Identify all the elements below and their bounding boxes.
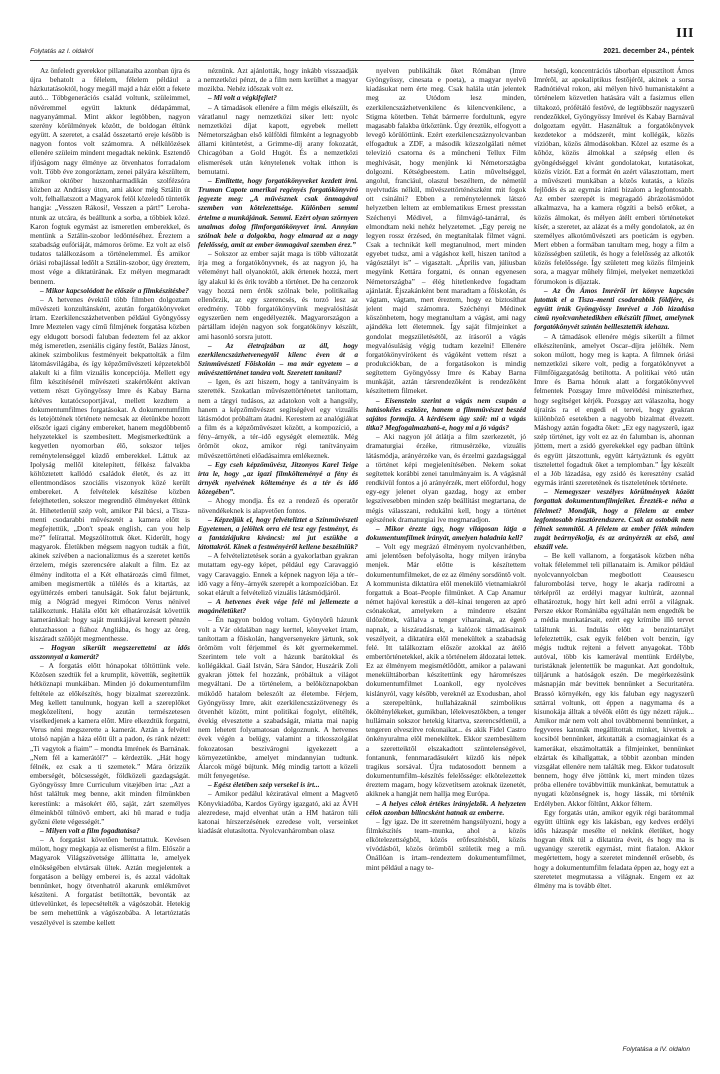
- interview-question: – Egész életében szép versekel is írt...: [208, 780, 320, 790]
- article-paragraph: – A hetvenes évektõl több filmben dolgoztam művészeti konzultánsként, azután forgatókönyveket írtam. Ezerkilencszázhetvenben például Gyöngyössy Imre Meztelen vagy című filmjének forgatása közben egy eldugott borsodi faluban fedeztem fel az akkor még ismeretlen, zseniális cigány festõt, Balázs Jánost, akinek szimbolikus festményeit bekpattolták a film látomásvilágába, és így képzőművészeti képzetekbõl alakult ki a film vizuális koncepciója. Mellett egy film készítésénél mûvészeti szakértőként aktívan vettem részt Gyöngyössy Imre és Kabay Barna kétéves kutatócsoportjával, mellett kezdtem a dokumentumfilmes forgatásokat. A dokumentumfilm és letejöttének története nemcsak az életünkbe hozott először igazi cigány embereket, hanem megdöbbentõ helyzetekkel is szembesített. Megismerkedtünk a kegyetlen nyomorban élõ, sokszor teljes reménytelenséggel küzdõ emberekkel. Láttuk az Ipolyság mellõl kitelepített, félkész falvakba költöztetett kallódó családok életét, és az itt ellentmondásos szociális viszonyok közé került embereket. A felvételek készítése közben felejthetetlen, sokszor megrendítő élményeket éltünk át. Hihetetlenül szép volt, amikor Pál bácsi, a Tisza-menti csodarabbi mûvészetét a kamera elõtt is megfejtettük, „Don't speak english, can you help me?” felírattal. Megszólítottuk õket. Kiderült, hogy magyarok. Életükben mégsem nagyon tudták a fiút, akinek szívében a nacionalizmus és a szeretet kettõs érzelem, mégis szerencsére alakult a film. Ez az élmény indította el a Két elhatározás című filmet, amiben megismertük a túlélés és a kitartás, az együttérzés emberi tanulságát. Sok falut bejártunk, míg a Nógrád megyei Rimócon Verus nénivel találkoztunk. Halála elõtt két elhatározását követtük kameránkkal: hogy saját munkájával keresett pénzén elutazhasson a fiához Angliába, és hogy az öreg, kiszáradt szõlõjét megmenthesse.: [30, 294, 190, 643]
- article-paragraph: nyelven publikálták õket Rómában (Imre Gyöngyössy, cinesata e poeta), a magyar nyelvû kiadásukat nem érte meg. Csak halála után jelentek meg az Utódom lesz minden, ezerkilencszázhetvenkilenc és kilencvenkilenc, a Stigma kötetben. Tehát bármerre fordultunk, egyre magasabb falakba ütköztünk. Úgy éreztük, elfogyott a levegõ körülöttünk. Ezért ezerkilencszáznyolcvanban elfogadtuk a ZDF, a második közszolgálati német televízió csatorna és a müncheni Tellux Film meghívását, hogy menjünk ki Németországba dolgozni. Kétségbeestem. Latin mûveltséggel, angolul, franciául, olaszul beszéltem, de németül nyelvtudás nélkül, mûvészettörténészként mit fogok ott csinálni? Ebben a reménytelennek látszó helyzetben leltem az emblematikus Ernest pressstan Széchenyi Médivel, a filmvágó-tanárral, és elmondtam neki nehéz helyzetemet. „Egy pereig ne legyen rossz érzésed, én megtanítalak filmet vágni. Csak a technikát kell megtanulnod, mert minden egyebet tudsz, ami a vágáshoz kell, hiszen tanítod a vágósztályt is” – vigasztalt. „Április van, júliusban megyünk Kettára forgatni, és onnan egyenesen Németországba” – élég hitetlenkedve fogadtam ajánlatát. Éjszakánként bent maradtam a fõiskolán, és vágtam, vágtam, mert éreztem, hogy ez biztosíthat jelent majd számomra. Széchényi Médinek köszönhetem, hogy megtanultam a vágást, ami nagy ajándéka lett életemnek. Így saját filmjeinket a gondolat megszületésétõl, az írásoról a vágás megvalósulásig végig tudtam kezelni! Ellenére forgatókönyvírókent és vágóként vettem részt a produkciókban, de a forgatásokon is mindig segítettem Gyöngyössy Imre és Kabay Barna munkáját, aztán társrendezõként is rendezõként készítettem filmeket.: [366, 66, 526, 396]
- article-paragraph: – Amikor pedálul kéziratával elment a Magvetõ Könyvkiadóba, Kardos György igazgató, aki az ÁVH alezredese, majd elvenhat után a HM határon túli katonai hírszerzésének ezredese volt, verseinket kiadását elutasította. Nyolcvanháromban olasz: [198, 789, 358, 835]
- interview-question: – Hogyan sikerült megszerettetni az idős asszonnyal a kamerát?: [30, 642, 190, 661]
- page-header: [30, 48, 694, 60]
- interview-question: – Mikor érezte úgy, hogy világosan látja a dokumentumfilmek irányát, amelyen haladnia kell?: [366, 523, 526, 542]
- interview-question: – Mi volt a végkifejlet?: [208, 93, 277, 103]
- article-paragraph: hetségû, koncentrációs táborban elpusztított Ámos Imrérõl, az apokaliptikus festõjérõl, akinek a sorsa Radnótiéval rokon, aki mélyen hívõ humanistaként a történelem közvetlen hatására vált a fasizmus ellen tiltakozó, prófétáló festõvé, de legtöbbször nagyszerû rendezõkkel, Gyöngyössy Imrével és Kabay Barnával dolgoztam együtt. Használtuk a forgatókönyvek kezdetekor a módszerét, mint kollégák, közös vízióban, közös álmodásokban. Közel az eszme és a kõhöz, közös álmokkal a szépség ellen és gyöngédséggel kívánt gondolatokat, kutatásokat, közös víziót. Ezt a formát én azért választottam, mert a mûvészeti munkában a közös kutatás, a közös fejlõdés és az egymás iránti bizalom a legfontosabb. Az ember szerepét is megragadó ábrázolásmódot alkalmazva, ha a kamera rögzíti a belsõ erõket, a közös álmokat, és mélyen átélt emberi történeteket kísér, a szeretet, az alázat és a mély gondolatok, az én személyes alkotómûvészeti ars poeticám is egyben. Mert ebben a formában tanultam meg, hogy a film a közösségben születik, és hogy a felelõsség az alkotók közös felelõssége. Így született meg közös filmjeink sora, a magyar mûhely filmjei, melyeket nemzetközi fórumokon is díjaztak.: [534, 66, 694, 286]
- interview-question: – Mikor kapcsolódott be először a filmkészítésbe?: [40, 285, 189, 295]
- article-column-4: [534, 66, 694, 1052]
- article-paragraph: néznünk. Azt ajánlották, hogy inkább visszaadják a nemzetközi pénzt, de a film nem kerülhet a magyar mozikba. Nehéz idõszak volt ez.: [198, 66, 358, 94]
- article-paragraph: Egy forgatás után, amikor egyik régi barátommal együtt ültünk egy kis lakásban, egy kedves erdélyi idõs házaspár mesélte el nekünk életüket, hogy hogyan élték túl a diktatúra éveit, és hogy ma is ugyanúgy szeretik egymást, mint fiatalon. Akkor megértettem, hogy a szeretet mindennél erõsebb, és hogy a dokumentumfilm feladata éppen az, hogy ezt a szeretetet megmutassa a világnak. Engem ez az élmény ma is tovább éltet.: [534, 807, 694, 890]
- article-paragraph: – Igen, és azt hiszem, hogy a tanítványaim is szerették. Szokatlan mûvészettörténetet tanítottam, nem a tárgyi tudásos, az adatokon volt a hangsúly, hanem a képzőmûvészet segítségével egy vizuális látásmódot próbáltam átadni. Kerestem az analógiákat a film és a képzõmûvészet között, a kompozíció, a fény–árnyék, a tér–idõ egységét elemeztük. Még örömöt okoz, amikor régi tanítványaim mûvészettörténeti előadásaimra emlékeznek.: [198, 377, 358, 460]
- article-paragraph: Az önfeledt gyerekkor pillanataiba azonban újra és újra behatolt a félelem, félelem például a házkutatásoktól, hogy megáll majd a ház előtt a fekete autó... Többgenerációs család voltunk, szüleimmel, nővéremmel együtt laktunk dédapámmal, nagyanyámmal. Mint akkor legtöbben, nagyon szerény körülmények között, de boldogan éltünk együtt. A szeretet, a család összetartó ereje késõbb is nagyon fontos volt számomra. A nélkülözések ellenére szüleim mindent megadtak nekünk. Esztendõ ifjúságom nagy élménye az ötvenhatos forradalom volt. Több éve zongoráztam, zenei pályára készültem, amikor október huszonharmadikán szolfézsóra közben az Andrássy úton, ami akkor még Sztálin út volt, felhallatszott a Magyarok felõl közeledõ tüntetők hangja: „Vesszen Rákosi!, Vesszen a párt!” Lerohantunk az utcára, és beálltunk a sorba, a többiek közé. Karon fogtuk egymást az ismeretlen emberekkel, és mentünk a Sztálin-szobor ledöntéséhez. Éreztem a szabadság eufóriáját, mámoros öröme. Ez volt az első tudatos találkozásom a történelemmel. És amikor óriási robajlással ledõlt a Sztálin-szobor, úgy éreztem, most vége a diktatúrának. Ez mélyen megmaradt bennem.: [30, 66, 190, 286]
- page-number: III: [676, 26, 694, 41]
- interview-question: – Nemegyszer veszélyes körülmények között forgattak dokumentumfilmjeiket. Érezték-e néha a félelmet? Mondják, hogy a félelem az ember legfontosabb riasztórendszere. Csak az ostobák nem félnek semmitõl. A félelem az ember félék minden zugát beárnyékolja, és az arányérzék az elsõ, ami elszáll vele.: [534, 487, 694, 552]
- article-paragraph: – Én nagyon boldog voltam. Gyönyörû házunk volt a Vár oldalában nagy kerttel, könyveket írtam, tanítottam a fõiskolán, hangversenyekre jártunk, sok örömöm volt férjemmel és két gyermekemmel. Szerintem tele volt a házunk barátokkal és kollégákkal. Gaál István, Sára Sándor, Huszárik Zoli gyakran jöttek fel hozzánk, próbáltuk a világot megváltani. De a történelem, a belõköznapokban múködõ hatalom beleszólt az életembe. Férjem, Gyöngyössy Imre, akit ezerkilencszázötvenegy és ötvenhét között, mint politikai fogolyt, elítélték, évekig elvesztette a szabadságát, miatta mai napig nem lehetett folyamatosan dolgoznunk. A hetvenes évek végén a belügy, valamint a titkosszolgálat fokozatosan beszivárogni igyekezett a környezetünkbe, amelyet mindannyian tudtunk. Álarcok mögé bújtunk. Még mindig tartott a közeli múlt fenyegetése.: [198, 615, 358, 781]
- interview-question: – Egy cseh képzőmûvész, Jitzonyos Karel Teige írta le, hogy „az igazi filmkölteményé a fény és árnyék nyelvének költeménye és a tér és idő közegében”.: [198, 459, 358, 497]
- issue-date: 2021. december 24., péntek: [603, 48, 694, 55]
- continued-from-note: Folytatás az I. oldalról: [30, 48, 94, 55]
- article-paragraph: – A forgatás előtt hónapokat töltöttünk vele. Közösen szedtük fel a krumplit, követtük, segítettük hétköznapi munkáiban. Minden jó dokumentumfilm feltétele az előkészítés, hogy bizalmat szerezzünk. Meg kellett tanulnunk, hogyan kell a szereplõket megközelíteni, hogy azután természetesen viselkedjenek a kamera elõtt. Mire elkezdtük forgatni, Verus néni megszerette a kamerát. Aztán a felvétel utolsó napján a háza elõtt ült a padon, és ránk nézett: „Ti vagytok a fiaim” – mondta Imrének és Barnának. „Nem fél a kamerától?” – kérdeztük. „Hát hogy félnék, ez csak a ti szemetek.” Mára örizzük emberségét, bölcsességét, földközeli gazdagságát. Gyöngyössy Imre Curriculum vitæjében írta: „Azt a hõst találtuk meg benne, akit minden filmünkben kerestünk: a másokért élõ, saját, zárt személyes élmeinkbõl túlnövõ embert, aki hû marad e tudja győzni élete végességét.”: [30, 661, 190, 826]
- article-column-2: [198, 66, 358, 1052]
- article-paragraph: – Így igaz. De itt szeretném hangsúlyozni, hogy a filmkészítés team–munka, ahol a közös elkötelezettségbõl, közös erõfeszítésbõl, közös vívódásból, közös örömbõl születik meg a mû. Önállóan is írtam–rendeztem dokumentumfilmet, mint például a nagy te-: [366, 816, 526, 872]
- interview-question: – A helyes célok értékes irányjelzõk. A helyzeten célok azonban bilincsként hatnak az emberre.: [366, 798, 526, 817]
- article-paragraph: – Sokszor az ember saját maga is több változatát írja meg a forgatókönyvnek, és az nagyon jó, ha véleményt hall olyanoktól, akik értenek hozzá, mert így alakul ki és érik tovább a történet. De ha cenzorok vagy hozzá nem értõk szólnak bele, politikailag ellenőrzik, az egy szerencsés, és torzó lesz az eredmény. Több forgatókönyvünk megvalósítását egyszerûen nem engedélyezték. Magyarországon a pártállam idején nagyon sok forgatókönyv készült, ami hasonló sorsra jutott.: [198, 249, 358, 341]
- interview-question: – Az Ön Ámos Imrérõl írt könyve kapcsán jutottak el a Tisza–menti csodarabbik földjére, és együtt írták Gyöngyössy Imrével a Jób lázadása címû nyolcvanhetedikben elkészült filmet, amelynek forgatókönyvét színtén beillesztették idehaza.: [534, 285, 694, 332]
- interview-question: – Emlitette, hogy forgatókönyveket kezdett írni. Truman Capote amerikai regényés forgatókönyvíró jegyezte meg: „A művésznek csak önmagával szemben van kötelezettsége. Különben semmi értelme a munkájának. Semmi. Ezért olyan szörnyen unalmas dolog filmforgatókönyvet írni. Annyian szólnak bele a dolgokba, hogy elmarad az a nagy felelősség, amit az ember önmagával szemben érez.”: [198, 175, 358, 249]
- header-divider: [30, 60, 694, 61]
- article-paragraph: – Volt egy megrázó élményem nyolcvanhétben, ami jelentõsen befolyásolta, hogy milyen irányba menjek. Már előtte is készítettem dokumentumfilmeket, de ez az élmény sorsdöntõ volt. A kommunista diktatúra elõl menekülõ vietnamiakról forgattuk a Boat–People filmünket. A Cap Anamur német hajóval kerestük a dél–kínai tengeren az apró csónakokat, amelyeken a mindenre elszánt üldözöttek, vállalva a tenger viharainak, az égetõ napnak, a kiszáradásnak, a kalózok támadásainak veszélyeit, a diktatúra elõl menekültek a szabadság felé. Itt találkoztam először azokkal az átélõ embertörténetekkel, akik a történelem áldozatai lettek. Ez az élményem megismétlõdött, amikor a palawani menekülttáborban készítettünk egy háromrészes dokumentumfilmet Loankoll, egy nyolcéves kislányról, vagy később, vereknél az Exodusban, ahol a szerepeltünk, hullaházaknál szimbolikus ökölténylékeket, gumikban, lélekvesztõkben, a tenger hullámain sokszor hetekig kitartva, szerencsétlenül, a tengeren elveszítve rokonaikat... és akik Fidel Castro önkényuralma elõl menekültek. Ekkor szembesültem a szeretteiktõl elszakadtott szüntelenségével, fontanunk, fennmaradásukért küzdõ kis népek tragikus sorsával. Újra tudatosodott bennem a dokumentumfilm–készítés felelőssége: elkötelezettek éreztem magam, hogy közvetítsem azoknak üzenetét, akiknek a hangját nem hallja meg Európa.: [366, 542, 526, 799]
- continued-on-note: Folytatása a IV. oldalon: [622, 1046, 690, 1053]
- interview-question: – Az életrajzában az áll, hogy ezerkilencszázhetvenegytõl kilenc éven át a Színmûvészeti Fõiskolán – ma már egyetem – a mûvészettörténet tanára volt. Szeretett tanítani?: [198, 340, 358, 378]
- article-paragraph: – A felvételiztetések során a gyakorlatban gyakran mutattam egy-egy képet, például egy Caravaggió vagy Caravaggio. Ennek a képnek nagyon léja a tér– idõ vagy a fény–árnyék szerepét a kompozícióban. Ez sokat elárult a felvételizõ vizuális látásmódjáról.: [198, 551, 358, 597]
- article-paragraph: – Ahogy mondja. És ez a rendezõ és operatõr növendékeknek is alapvetően fontos.: [198, 496, 358, 515]
- article-column-1: [30, 66, 190, 1052]
- article-columns: [30, 66, 694, 1052]
- interview-question: – Milyen volt a film fogadtatása?: [40, 825, 140, 835]
- article-paragraph: – Be kell vallanom, a forgatások közben néha voltak félelemmel teli pillanataim is. Amikor például nyolcvannyolcban megbotlott Ceausescu falurombolási terve, hogy le akarja radírozni a térképről az erdélyi magyar kultúrát, azonnal elhatároztuk, hogy hírt kell adni errõl a világnak. Persze ekkor Romániába egyáltalán nem engedték be a média munkatársait, ezért egy krímibe illõ tervet találtunk ki. Indulás elõtt a benzintartályt lefeleztettük, csak egyik felében volt benzin, így mégis tudtuk rejteni a felvett anyagokat. Tõbb autóval, több kis kamerával mentünk Erdélybe, turistáknak jelentettük be magunkat. Azt gondoltuk, túljárunk a hatóságok eszén. De megérkezésünk másnapján már bevittek bennünket a Securitatéra. Brassó környékén, egy kis faluban egy nagyszerû sztárral voltunk, ott éppen a nagymama és a kisunokája álltak a tévéõk elõtt és úgy nézett rájuk... Amikor már nem volt ahol továbbmenni bennünket, a fegyveres katonák megállítottak minket, kivettek a kocsiból bennünket, átkutatták a csomagjainkat és a kamerákat, elszámoltatták a filmjeinket, bennünket elzártak és kihallgattak, a többit azonban minden vizsgálat ellenére nem találták meg. Ekkor tudatosult bennem, hogy élve jöttünk ki, mert minden tüzes próba ellenére továbbvittük munkánkat, bemutattuk a nyugati közönségnek is, hogy lássák, mi történik Erdélyben. Akkor föltûnt, Akkor féltem.: [534, 551, 694, 808]
- interview-question: – Eisenstein szerint a vágás nem csupán a hatásokéles eszköze, hanem a filmmûvészet beszéd sajátos formája. A kérdésem úgy szól: mi a vágás titka? Megfogalmazható-e, hogy mi a jó vágás?: [366, 395, 526, 433]
- article-paragraph: – A forgatást követõen bemutattuk. Kevésen múlott, hogy megkapja az elismerést a film. Először a Magyarok Világszövetsége állíttatta le, amelyek elnökségében elvtársak ültek. Aztán megjelentek a forgatáson a belügy emberei is, és azzal vádoltak bennünket, hogy ötvenhatról akarunk emlékmûvet készíteni. A forgatást betiltották, bevonták az útlevelünket, és lepecsételték a vágószobát. Hetekig be sem mehettünk a vágószobába. A letartóztatás veszélyével is szembe kellett: [30, 835, 190, 927]
- article-paragraph: – A támadások ellenére mégis sikerült a filmet elkészítenünk, amelyet Oscar–díjra jelölték. Nem sokon múlott, hogy meg is kapta. A filmnek óriási nemzetközi sikere volt, pedig a forgatókönyvet a Filmfõigazgatóság betiltotta. A politikai vétó után Imre és Barna hónuk alatt a forgatókönyvvel felmentek Pozsgay Imre mûvelõdési miniszterhez, hogy segítséget kérjék. Pozsgay azt válaszolta, hogy újraírás ra el engedi el tervei, hogy gyakran különbözõ esetekben a nagyobb bizalmat élvezett. Máshogy aztán fogadta õket: „Ez egy nagyszerû, igaz szép történet, így volt ez az én falumban is, ahonnan jöttem, mert a zsidó gyerekekkel egy padban ültünk és együtt játszottunk, együtt kártyáztunk és együtt tisztelettel fogadtuk õket a templomban.” Így készült el a Jób lázadása, egy zsidó és keresztény család egymás iránti szeretetének és tiszteletének története.: [534, 331, 694, 488]
- interview-question: – Képzeljük el, hogy felvételiztet a Színmûvészeti Egyetemen, a jelöltek orra elé tesz egy festményt, és a fantáziájukra kíváncsi: mi jut eszükbe a látottakról. Kinek a festményéről kellene beszélniük?: [198, 514, 358, 552]
- interview-question: – A hetvenes évek vége felé mi jellemezte a magánéletüket?: [198, 597, 358, 616]
- article-column-3: [366, 66, 526, 1052]
- article-paragraph: – A támadások ellenére a film mégis elkészült, és váratlanul nagy nemzetközi siker lett: nyolc nemzetközi díjat kapott, egyebek mellett Németországban első külföldi filmként a legnagyobb állami kitüntetést, a Grimme-díj arany fokozatát, Chicagóban a Gold Hugót. És a nemzetközi elismerések után kénytelenek voltak itthon is bemutatni.: [198, 102, 358, 176]
- article-paragraph: – Aki nagyon jól átlátja a film szerkezetét, jó dramaturgiai érzéke, ritmusérzéke, vizuális látásmódja, arányérzéke van, és érzelmi gazdagsággal a történet képi megjelenítésében. Nekem sokat segítettek korábbi zenei tanulmányaim is. A vágásnál rendkívül fontos a jó arányérzék, mert előfordul, hogy egy-egy jelenet olyan gazdag, hogy az ember legszívesebben minden szép beállítást megtartana, de mégis válasszani, redukálni kell, hogy a történet egészének dramaturgiai íve megmaradjon.: [366, 432, 526, 524]
